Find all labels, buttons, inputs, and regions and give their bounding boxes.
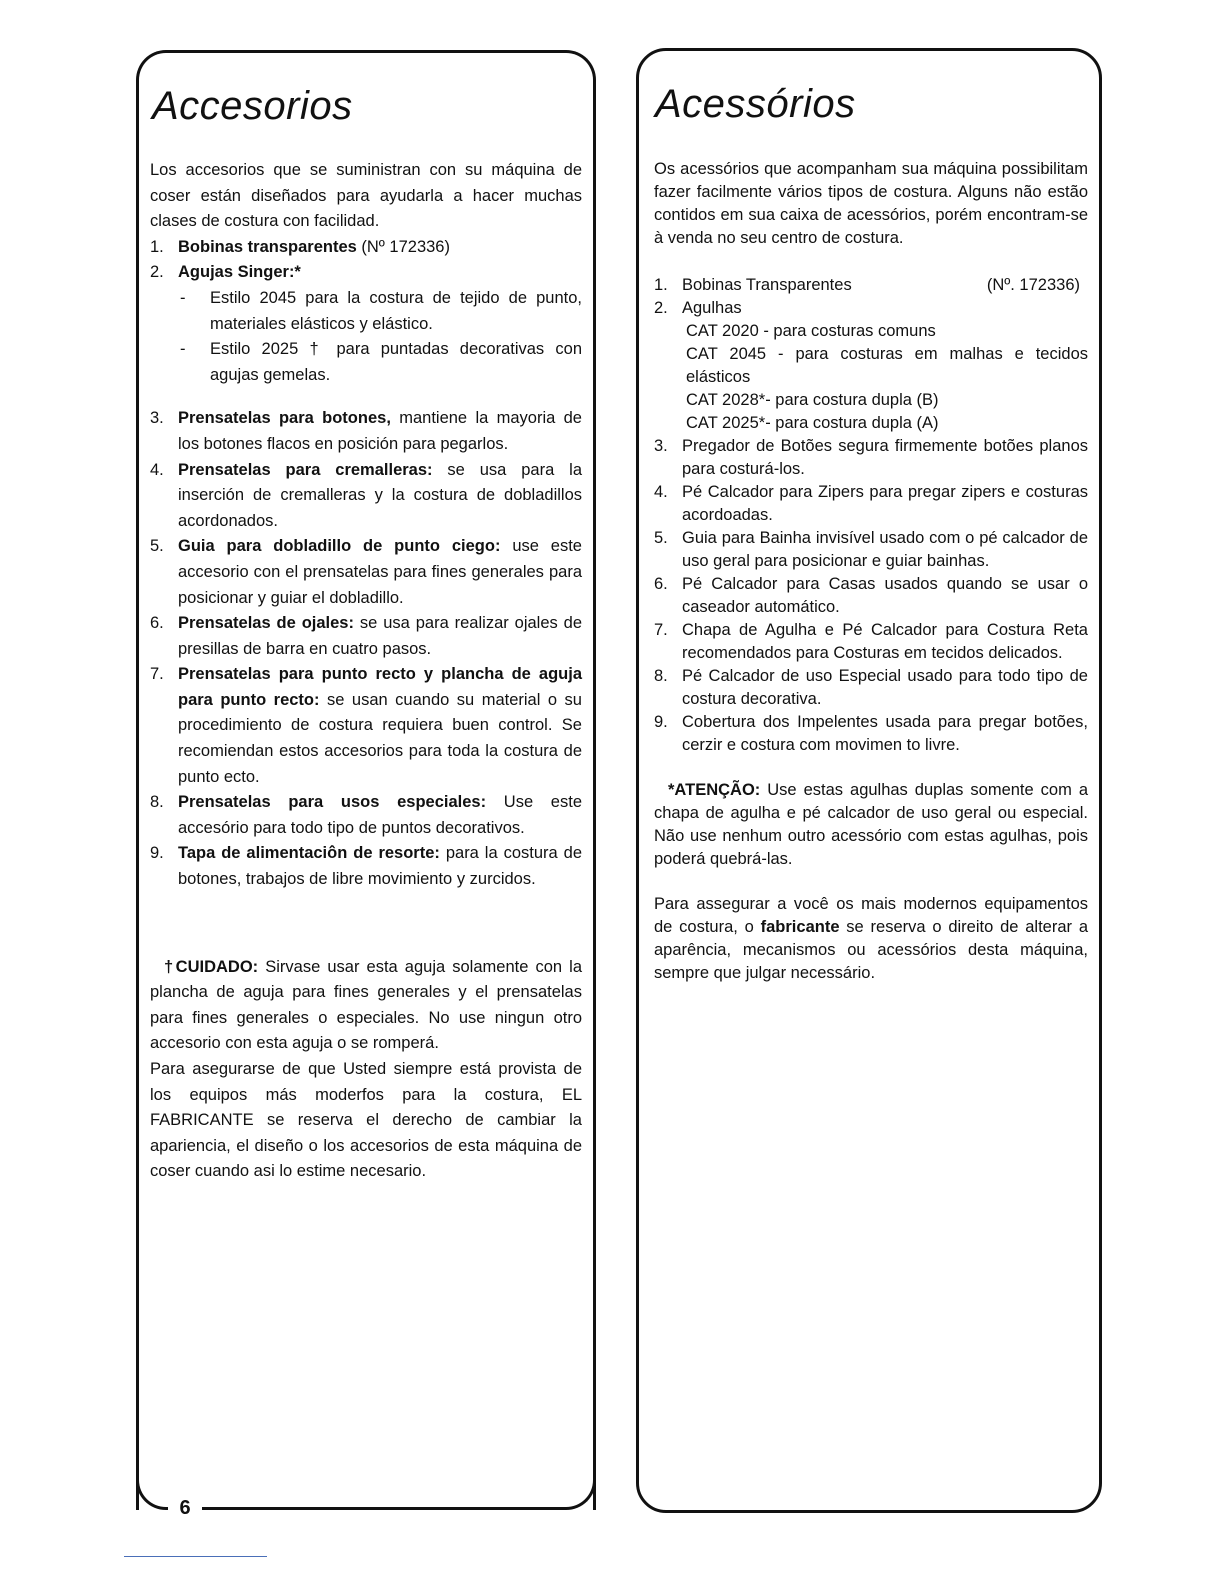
page-number: 6: [168, 1493, 202, 1523]
spanish-column: [150, 158, 582, 1185]
list-item: 8. Pé Calcador de uso Especial usado para todo tipo de costura decorativa.: [654, 667, 1088, 708]
portuguese-closing: Para assegurar a você os mais modernos equipamentos de costura, o fabricante se reserva o direito de alterar a aparência, mecanismos ou acessórios desta máquina, sempre que julgar necessário.: [654, 895, 1088, 982]
portuguese-intro: Os acessórios que acompanham sua máquina possibilitam fazer facilmente vários tipos de costura. Alguns não estão contidos em sua caixa de acessórios, porém encontram-se à venda no seu centro de costura.: [654, 160, 1088, 247]
list-item: 6. Pé Calcador para Casas usados quando se usar o caseador automático.: [654, 575, 1088, 616]
list-item: 5. Guia para Bainha invisível usado com o pé calcador de uso geral para posicionar e guiar bainhas.: [654, 529, 1088, 570]
list-item: 9. Tapa de alimentaciôn de resorte: para la costura de botones, trabajos de libre movimiento y zurcidos.: [150, 844, 583, 889]
needle-list: CAT 2020 - para costuras comuns CAT 2045 - para costuras em malhas e tecidos elásticos CAT 2028*- para costura dupla (B) CAT 2025*- para costura dupla (A): [686, 322, 1088, 432]
spanish-intro: Los accesorios que se suministran con su máquina de coser están diseñados para ayudarla a hacer muchas clases de costura con facilidad.: [150, 161, 582, 231]
needle-item: - Estilo 2045 para la costura de tejido de punto, materiales elásticos y elástico.: [180, 288, 582, 333]
portuguese-attention: *ATENÇÃO: Use estas agulhas duplas somente com a chapa de agulha e pé calcador de uso geral ou especial. Não use nenhum outro acessório com estas agulhas, pois poderá quebrá-las.: [654, 781, 1088, 868]
list-item: 1. Bobinas transparentes (Nº 172336): [150, 237, 450, 256]
portuguese-title: Acessórios: [655, 82, 856, 126]
footer-rule: [124, 1556, 267, 1557]
list-item: 6. Prensatelas de ojales: se usa para realizar ojales de presillas de barra en cuatro pasos.: [150, 614, 583, 658]
list-item: 7. Chapa de Agulha e Pé Calcador para Costura Reta recomendados para Costuras em tecidos delicados.: [654, 621, 1088, 662]
list-item: 4. Prensatelas para cremalleras: se usa para la inserción de cremalleras y la costura de dobladillos acordonados.: [150, 460, 583, 530]
spanish-title: Accesorios: [152, 84, 353, 128]
list-item: 2. Agulhas: [654, 299, 742, 317]
list-item: 1. Bobinas Transparentes (Nº. 172336): [654, 276, 1080, 294]
portuguese-column: [654, 158, 1088, 985]
list-item: 4. Pé Calcador para Zipers para pregar zipers e costuras acordoadas.: [654, 483, 1088, 524]
list-item: 3. Pregador de Botões segura firmemente botões planos para costurá-los.: [654, 437, 1088, 478]
needle-item: - Estilo 2025 † para puntadas decorativas con agujas gemelas.: [180, 340, 582, 384]
list-item: 8. Prensatelas para usos especiales: Use este accesório para todo tipo de puntos decorativos.: [150, 793, 582, 837]
list-item: 5. Guia para dobladillo de punto ciego: use este accesorio con el prensatelas para fines generales para posicionar y guiar el dobladillo.: [150, 537, 582, 607]
spanish-caution: †CUIDADO: Sirvase usar esta aguja solamente con la plancha de aguja para fines generales y el prensatelas para fines generales o especiales. No use ningun otro accesorio con esta aguja o se romperá.: [150, 957, 582, 1053]
list-item: 2. Agujas Singer:*: [150, 263, 301, 282]
spanish-panel-bottom: [136, 1470, 596, 1510]
list-item: 3. Prensatelas para botones, mantiene la mayoria de los botones flacos en posición para pegarlos.: [150, 409, 582, 453]
spanish-closing: Para asegurarse de que Usted siempre está provista de los equipos más moderfos para la costura, EL FABRICANTE se reserva el derecho de cambiar la apariencia, el diseño o los accesorios de esta máquina de coser cuando asi lo estime necesario.: [150, 1060, 582, 1181]
list-item: 7. Prensatelas para punto recto y plancha de aguja para punto recto: se usan cuando su material o su procedimiento de costura requiera buen control. Se recomiendan estos accesorios para toda la costura de punto ecto.: [150, 665, 582, 786]
list-item: 9. Cobertura dos Impelentes usada para pregar botões, cerzir e costura com movimen to livre.: [654, 713, 1088, 754]
